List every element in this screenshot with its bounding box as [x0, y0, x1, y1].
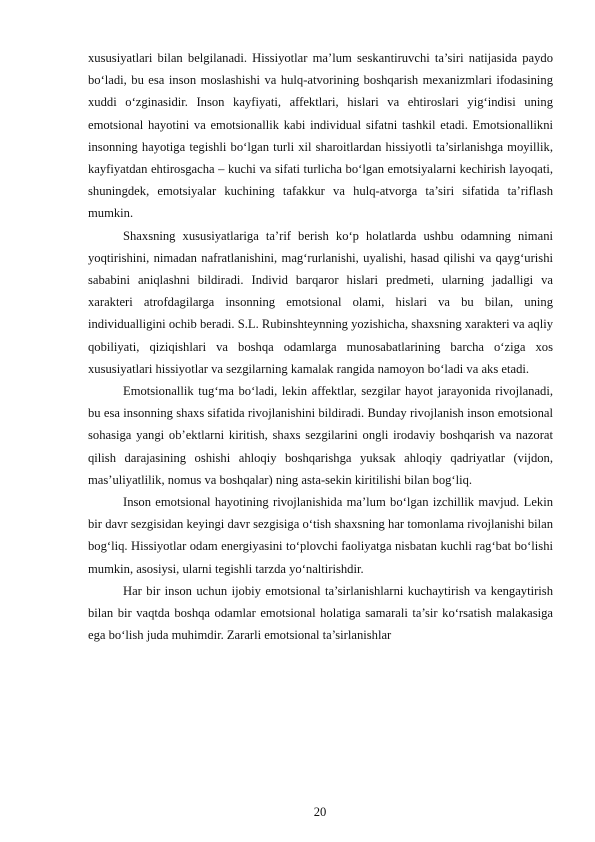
body-text: [88, 47, 553, 646]
paragraph-1: xususiyatlari bilan belgilanadi. Hissiyotlar ma’lum seskantiruvchi ta’siri natijasida paydo bo‘ladi, bu esa inson moslashishi va hulq-atvorining boshqarish mexanizmlari ifodasining xuddi o‘zginasidir. Inson kayfiyati, affektlari, hislari va ehtiroslari yig‘indisi uning emotsional hayotini va emotsionallik kabi individual sifatni tashkil etadi. Emotsionallikni insonning hayotiga tegishli bo‘lgan turli xil sharoitlardan hissiyotli ta’sirlanishga moyillik, kayfiyatdan ehtirosgacha – kuchi va sifati turlicha bo‘lgan emotsiyalarni kechirish layoqati, shuningdek, emotsiyalar kuchining tafakkur va hulq-atvorga ta’siri sifatida ta’riflash mumkin.: [88, 51, 553, 221]
paragraph-4: Inson emotsional hayotining rivojlanishida ma’lum bo‘lgan izchillik mavjud. Lekin bir davr sezgisidan keyingi davr sezgisiga o‘tish shaxsning har tomonlama rivojlanishi bilan bog‘liq. Hissiyotlar odam energiyasini to‘plovchi faoliyatga nisbatan kuchli rag‘bat bo‘lishi mumkin, asosiysi, ularni tegishli tarzda yo‘naltirishdir.: [88, 495, 553, 576]
paragraph-2: Shaxsning xususiyatlariga ta’rif berish ko‘p holatlarda ushbu odamning nimani yoqtirishini, nimadan nafratlanishini, mag‘rurlanishi, uyalishi, hasad qilishi va qayg‘urishi sababini aniqlashni bildiradi. Individ barqaror hislari predmeti, ularning jadalligi va xarakteri atrofdagilarga insonning emotsional olami, hislari va bu bilan, uning individualligini ochib beradi. S.L. Rubinshteynning yozishicha, shaxsning xarakteri va aqliy qobiliyati, qiziqishlari va boshqa odamlarga munosabatlarining barcha o‘ziga xos xususiyatlari hissiyotlar va sezgilarning kamalak rangida namoyon bo‘ladi va aks etadi.: [88, 228, 553, 376]
paragraph-5: Har bir inson uchun ijobiy emotsional ta’sirlanishlarni kuchaytirish va kengaytirish bilan bir vaqtda boshqa odamlar emotsional holatiga samarali ta’sir ko‘rsatish malakasiga ega bo‘lish juda muhimdir. Zararli emotsional ta’sirlanishlar: [88, 583, 553, 643]
page-number: 20: [313, 805, 327, 819]
paragraph-3: Emotsionallik tug‘ma bo‘ladi, lekin affektlar, sezgilar hayot jarayonida rivojlanadi, bu esa insonning shaxs sifatida rivojlanishini bildiradi. Bunday rivojlanish inson emotsional sohasiga yangi ob’ektlarni kiritish, shaxs sezgilarini ongli irodaviy boshqarish va nazorat qilish darajasining oshishi ahloqiy boshqarishga yuksak ahloqiy qadriyatlar (vijdon, mas’uliyatlilik, nomus va boshqalar) ning asta-sekin kiritilishi bilan bog‘liq.: [88, 384, 553, 487]
